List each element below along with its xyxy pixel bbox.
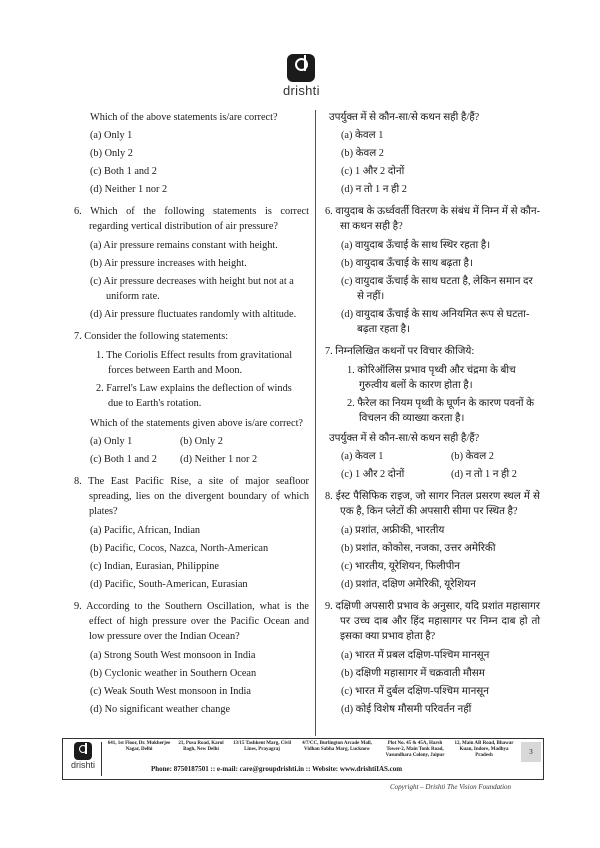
q7-prompt: Which of the statements given above is/are correct? — [90, 418, 303, 429]
hi-q7-options-row-1 — [341, 449, 540, 464]
hi-q7-prompt: उपर्युक्त में से कौन-सा/से कथन सही है/हैं? — [329, 433, 480, 444]
q7-statement-2: 2. Farrel's Law explains the deflection of winds due to Earth's rotation. — [96, 383, 292, 409]
hi-q9-text: 9. दक्षिणी अपसारी प्रभाव के अनुसार, यदि प्रशांत महासागर पर उच्च दाब और हिंद महासागर पर निम्न दाब हो तो इसका क्या प्रभाव होता है? — [325, 601, 540, 642]
hi-q5-option-b: (b) केवल 2 — [341, 148, 384, 159]
q7-option-c: (c) Both 1 and 2 — [90, 454, 157, 465]
q8-option-d: (d) Pacific, South-American, Eurasian — [90, 579, 248, 590]
q7-statement-1: 1. The Coriolis Effect results from gravitational forces between Earth and Moon. — [96, 350, 293, 376]
q5-option-a: (a) Only 1 — [90, 130, 133, 141]
address-lucknow: 4/7/CC, Burlington Arcade Mall, Vidhan Sabha Marg, Lucknow — [302, 741, 372, 752]
copyright: Copyright – Drishti The Vision Foundation — [390, 783, 512, 791]
hi-q8-option-b: (b) प्रशांत, कोकोस, नजका, उत्तर अमेरिकी — [341, 543, 496, 554]
page-number: 3 — [521, 742, 541, 762]
hi-q8-option-c: (c) भारतीय, यूरेशियन, फिलीपीन — [341, 561, 460, 572]
q7-option-a: (a) Only 1 — [90, 436, 133, 447]
q9-option-d: (d) No significant weather change — [90, 704, 231, 715]
q7-option-d: (d) Neither 1 nor 2 — [180, 454, 258, 465]
contact-line: Phone: 8750187501 :: e-mail: care@groupdrishti.in :: Website: www.drishtiIAS.com — [151, 765, 403, 773]
q5-option-c: (c) Both 1 and 2 — [90, 166, 157, 177]
hi-q5-option-a: (a) केवल 1 — [341, 130, 384, 141]
q6-option-b: (b) Air pressure increases with height. — [90, 258, 247, 269]
q9-option-c: (c) Weak South West monsoon in India — [90, 686, 251, 697]
address-indore: 12, Main AB Road, Bhawar Kuan, Indore, Madhya Pradesh — [454, 741, 514, 758]
column-divider — [315, 110, 316, 736]
q8-option-a: (a) Pacific, African, Indian — [90, 525, 201, 536]
hi-q8-option-d: (d) प्रशांत, दक्षिण अमेरिकी, यूरेशियन — [341, 579, 476, 590]
hi-q7-option-a: (a) केवल 1 — [341, 451, 384, 462]
english-column — [74, 110, 309, 720]
q5-option-b: (b) Only 2 — [90, 148, 133, 159]
hi-q8-text: 8. ईस्ट पैसिफिक राइज, जो सागर नितल प्रसरण स्थल में से एक है, किन प्लेटों की अपसारी सीमा पर स्थित है? — [325, 491, 540, 517]
q9-text: 9. According to the Southern Oscillation, what is the effect of high pressure over the Pacific Ocean and low pressure over the Indian Ocean? — [74, 601, 309, 642]
footer-logo — [65, 742, 102, 776]
drishti-logo — [283, 54, 319, 114]
q6-option-c: (c) Air pressure decreases with height but not at a uniform rate. — [90, 276, 294, 302]
page-footer — [62, 738, 544, 780]
hi-q6-text: 6. वायुदाब के ऊर्ध्ववर्ती वितरण के संबंध में निम्न में से कौन-सा कथन सही है? — [325, 206, 540, 232]
address-jaipur: Plot No. 45 & 45A, Harsh Tower-2, Main Tonk Road, Vasundhara Colony, Jaipur — [385, 741, 445, 758]
footer-logo-mark-icon — [74, 742, 92, 760]
hi-q6-option-a: (a) वायुदाब ऊँचाई के साथ स्थिर रहता है। — [341, 240, 491, 251]
q6-option-a: (a) Air pressure remains constant with height. — [90, 240, 278, 251]
q8-option-c: (c) Indian, Eurasian, Philippine — [90, 561, 219, 572]
hindi-column — [325, 110, 540, 720]
q9-option-a: (a) Strong South West monsoon in India — [90, 650, 256, 661]
hi-q7-text: 7. निम्नलिखित कथनों पर विचार कीजिये: — [325, 346, 475, 357]
hi-q7-option-c: (c) 1 और 2 दोनों — [341, 469, 405, 480]
address-delhi-karolbagh: 21, Pusa Road, Karol Bagh, New Delhi — [178, 741, 224, 752]
hi-q6-option-c: (c) वायुदाब ऊँचाई के साथ घटता है, लेकिन समान दर से नहीं। — [341, 276, 533, 302]
hi-q6-option-d: (d) वायुदाब ऊँचाई के साथ अनियमित रूप से घटता-बढ़ता रहता है। — [341, 309, 530, 335]
hi-q5-prompt: उपर्युक्त में से कौन-सा/से कथन सही है/हैं? — [329, 112, 480, 123]
hi-q7-statement-1: 1. कोरिऑलिस प्रभाव पृथ्वी और चंद्रमा के बीच गुरुत्वीय बलों के कारण होता है। — [347, 365, 516, 391]
hi-q7-statement-2: 2. फैरेल का नियम पृथ्वी के घूर्णन के कारण पवनों के विचलन की व्याख्या करता है। — [347, 398, 535, 424]
hi-q7-options-row-2 — [341, 467, 540, 482]
q5-prompt: Which of the above statements is/are correct? — [90, 112, 278, 123]
hi-q9-option-c: (c) भारत में दुर्बल दक्षिण-पश्चिम मानसून — [341, 686, 489, 697]
address-delhi-mukherjee: 641, 1st Floor, Dr. Mukherjee Nagar, Delhi — [107, 741, 171, 752]
hi-q7-option-b: (b) केवल 2 — [451, 451, 494, 462]
address-prayagraj: 13/15 Tashkent Marg, Civil Lines, Prayagraj — [232, 741, 292, 752]
q7-options-row-2 — [90, 452, 309, 467]
footer-wordmark: drishti — [70, 760, 95, 770]
q8-text: 8. The East Pacific Rise, a site of major seafloor spreading, lies on the divergent boundary of which plates? — [74, 476, 309, 517]
logo-mark-icon — [287, 54, 315, 82]
logo-wordmark: drishti — [283, 83, 320, 98]
hi-q6-option-b: (b) वायुदाब ऊँचाई के साथ बढ़ता है। — [341, 258, 473, 269]
q8-option-b: (b) Pacific, Cocos, Nazca, North-American — [90, 543, 269, 554]
hi-q9-option-d: (d) कोई विशेष मौसमी परिवर्तन नहीं — [341, 704, 472, 715]
q6-text: 6. Which of the following statements is correct regarding vertical distribution of air pressure? — [74, 206, 309, 232]
q9-option-b: (b) Cyclonic weather in Southern Ocean — [90, 668, 257, 679]
hi-q8-option-a: (a) प्रशांत, अफ्रीकी, भारतीय — [341, 525, 445, 536]
q7-text: 7. Consider the following statements: — [74, 331, 229, 342]
q6-option-d: (d) Air pressure fluctuates randomly with altitude. — [90, 309, 297, 320]
hi-q7-option-d: (d) न तो 1 न ही 2 — [451, 469, 517, 480]
hi-q9-option-b: (b) दक्षिणी महासागर में चक्रवाती मौसम — [341, 668, 485, 679]
q5-option-d: (d) Neither 1 nor 2 — [90, 184, 168, 195]
q7-options-row-1 — [90, 434, 309, 449]
q7-option-b: (b) Only 2 — [180, 436, 223, 447]
hi-q9-option-a: (a) भारत में प्रबल दक्षिण-पश्चिम मानसून — [341, 650, 490, 661]
hi-q5-option-c: (c) 1 और 2 दोनों — [341, 166, 405, 177]
hi-q5-option-d: (d) न तो 1 न ही 2 — [341, 184, 407, 195]
